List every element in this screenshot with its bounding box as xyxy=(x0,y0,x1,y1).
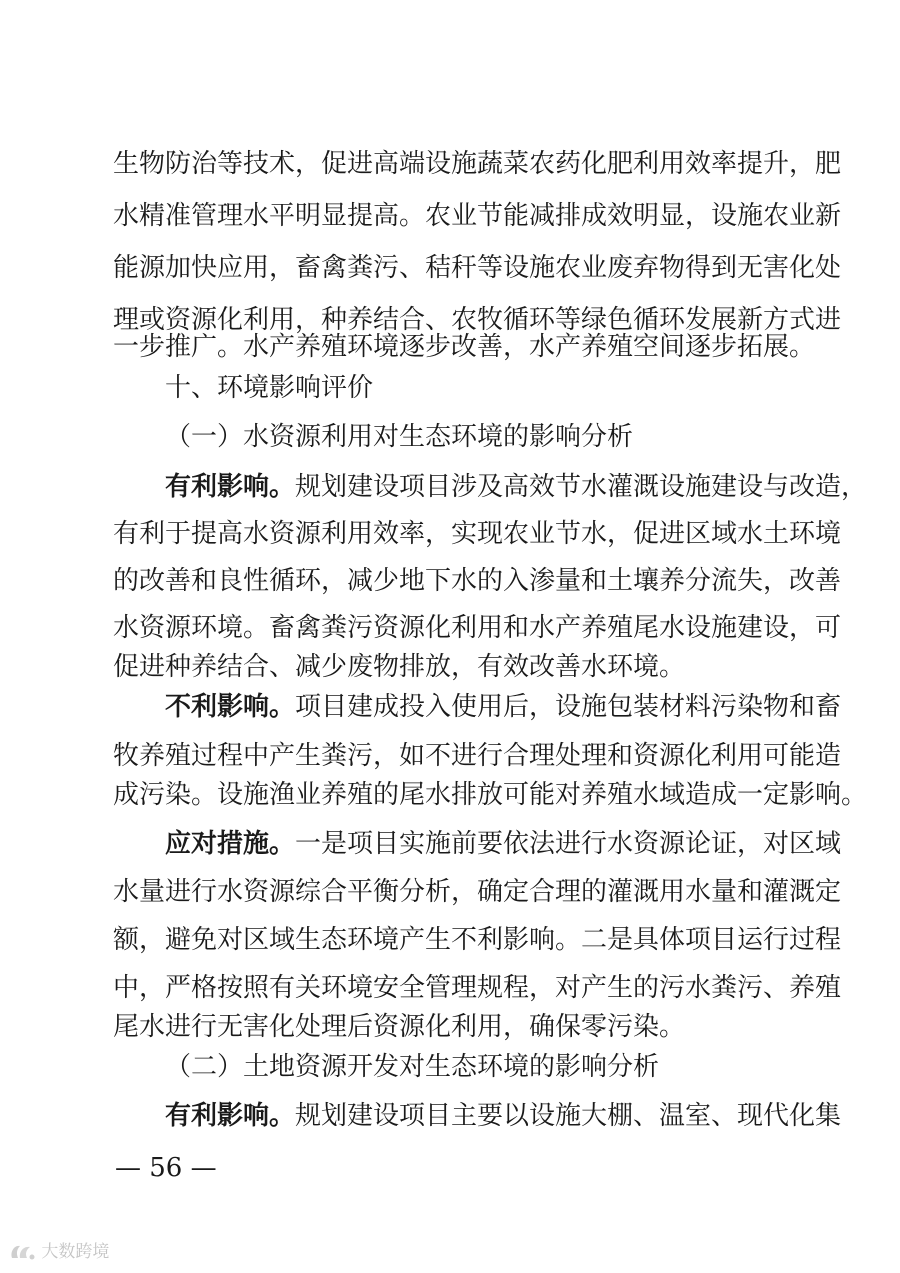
watermark xyxy=(8,1238,109,1266)
body-line: 一步推广。水产养殖环境逐步改善，水产养殖空间逐步拓展。 xyxy=(113,332,816,362)
paragraph-label: 不利影响。 xyxy=(165,692,296,722)
paragraph-text: 一是项目实施前要依法进行水资源论证，对区域 xyxy=(295,829,842,859)
body-line: 的改善和良性循环，减少地下水的入渗量和土壤养分流失，改善 xyxy=(113,566,842,596)
paragraph-first-line xyxy=(165,467,868,507)
paragraph-label: 应对措施。 xyxy=(165,829,296,859)
body-line: 中，严格按照有关环境安全管理规程，对产生的污水粪污、养殖 xyxy=(113,973,842,1003)
paragraph-first-line xyxy=(165,1096,842,1136)
page-number: — 56 — xyxy=(115,1153,217,1183)
body-line: 有利于提高水资源利用效率，实现农业节水，促进区域水土环境 xyxy=(113,519,842,549)
subsection-heading: （一）水资源利用对生态环境的影响分析 xyxy=(165,422,634,452)
body-line: 水资源环境。畜禽粪污资源化利用和水产养殖尾水设施建设，可 xyxy=(113,613,842,643)
watermark-logo-icon xyxy=(8,1241,36,1263)
paragraph-label: 有利影响。 xyxy=(165,472,296,502)
paragraph-text: 规划建设项目主要以设施大棚、温室、现代化集 xyxy=(295,1101,842,1131)
paragraph-first-line xyxy=(165,687,842,727)
section-heading: 十、环境影响评价 xyxy=(165,373,374,403)
body-line: 成污染。设施渔业养殖的尾水排放可能对养殖水域造成一定影响。 xyxy=(113,780,868,810)
paragraph-text: 规划建设项目涉及高效节水灌溉设施建设与改造， xyxy=(295,472,868,502)
body-line: 促进种养结合、减少废物排放，有效改善水环境。 xyxy=(113,652,686,682)
body-line: 牧养殖过程中产生粪污，如不进行合理处理和资源化利用可能造 xyxy=(113,741,842,771)
paragraph-first-line xyxy=(165,824,842,864)
body-line: 水精准管理水平明显提高。农业节能减排成效明显，设施农业新 xyxy=(113,201,842,231)
paragraph-label: 有利影响。 xyxy=(165,1101,296,1131)
body-line: 能源加快应用，畜禽粪污、秸秆等设施农业废弃物得到无害化处 xyxy=(113,253,842,283)
body-line: 额，避免对区域生态环境产生不利影响。二是具体项目运行过程 xyxy=(113,925,842,955)
subsection-heading: （二）土地资源开发对生态环境的影响分析 xyxy=(165,1052,660,1082)
paragraph-text: 项目建成投入使用后，设施包装材料污染物和畜 xyxy=(295,692,842,722)
body-line: 理或资源化利用，种养结合、农牧循环等绿色循环发展新方式进 xyxy=(113,305,842,335)
body-line: 水量进行水资源综合平衡分析，确定合理的灌溉用水量和灌溉定 xyxy=(113,877,842,907)
watermark-text: 大数跨境 xyxy=(41,1242,110,1262)
body-line: 生物防治等技术，促进高端设施蔬菜农药化肥利用效率提升，肥 xyxy=(113,149,842,179)
body-line: 尾水进行无害化处理后资源化利用，确保零污染。 xyxy=(113,1012,686,1042)
